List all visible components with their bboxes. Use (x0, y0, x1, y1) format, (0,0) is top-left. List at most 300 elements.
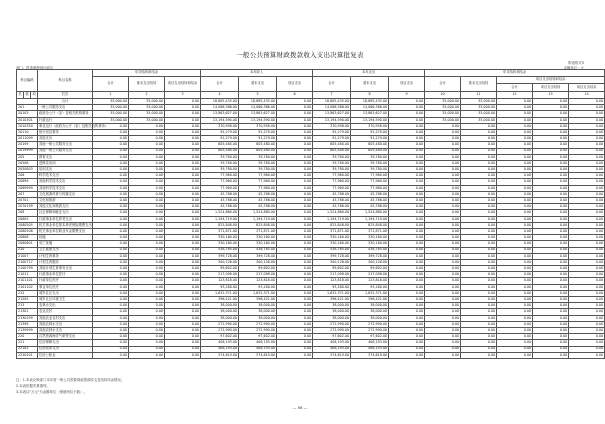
amount-cell: 91,279.00 (313, 129, 351, 135)
amount-cell: 38,000.00 (351, 309, 389, 315)
amount-cell: 438,785.00 (239, 247, 277, 253)
amount-cell: 14,066,386.00 (313, 105, 351, 111)
amount-cell: 39,780.00 (351, 160, 389, 166)
amount-cell: 0.00 (569, 340, 605, 346)
amount-cell: 0.00 (425, 315, 461, 321)
amount-cell: 0.00 (533, 284, 569, 290)
amount-cell: 0.00 (93, 334, 129, 340)
amount-cell: 0.00 (497, 210, 533, 216)
amount-cell: 0.00 (129, 185, 165, 191)
amount-cell: 0.00 (533, 154, 569, 160)
amount-cell: 0.00 (389, 154, 425, 160)
amount-cell: 0.00 (389, 247, 425, 253)
subject-name-cell: 行政事业单位医疗 (38, 272, 93, 278)
amount-cell: 0.00 (533, 315, 569, 321)
amount-cell: 0.00 (461, 290, 497, 296)
amount-cell: 825,848.00 (239, 222, 277, 228)
amount-cell: 0.00 (569, 321, 605, 327)
amount-cell: 0.00 (129, 346, 165, 352)
department-label: 部门：驻香港特别行政区 (16, 66, 54, 70)
amount-cell: 0.00 (93, 160, 129, 166)
amount-cell: 0.00 (277, 266, 313, 272)
subject-code-cell: 208 (17, 210, 38, 216)
amount-cell: 272,990.00 (351, 321, 389, 327)
amount-cell: 0.00 (277, 179, 313, 185)
subject-code-cell: 21301 (17, 309, 38, 315)
amount-cell: 1,194,719.00 (201, 216, 239, 222)
form-number: 附表格式5 (568, 61, 584, 65)
amount-cell: 35,000.00 (93, 111, 129, 117)
amount-cell: 77,960.00 (351, 179, 389, 185)
amount-cell: 0.00 (389, 173, 425, 179)
amount-cell: 0.00 (93, 179, 129, 185)
amount-cell: 0.00 (425, 191, 461, 197)
amount-cell: 0.00 (425, 148, 461, 154)
subject-code-cell: 2101102 (17, 284, 38, 290)
amount-cell: 408,193.00 (239, 346, 277, 352)
amount-cell: 0.00 (129, 321, 165, 327)
subject-code-cell: 210 (17, 247, 38, 253)
amount-cell: 38,000.00 (201, 315, 239, 321)
amount-cell: 408,193.00 (239, 340, 277, 346)
subject-code-cell: 21007 (17, 253, 38, 259)
subject-name-cell: 其他支出 (38, 136, 93, 142)
col-index: 10 (425, 92, 461, 99)
amount-cell: 0.00 (165, 297, 201, 303)
col-closing-total: 合计 (425, 77, 461, 92)
amount-cell: 77,960.00 (239, 173, 277, 179)
amount-cell: 300,126.00 (313, 259, 351, 265)
amount-cell: 39,780.00 (239, 160, 277, 166)
amount-cell: 0.00 (277, 105, 313, 111)
amount-cell: 805,480.00 (351, 148, 389, 154)
amount-cell: 1,632,371.00 (313, 290, 351, 296)
amount-cell: 0.00 (277, 111, 313, 117)
subject-code-cell: 20805 (17, 216, 38, 222)
amount-cell: 0.00 (165, 216, 201, 222)
amount-cell: 77,960.00 (351, 173, 389, 179)
amount-cell: 0.00 (425, 247, 461, 253)
amount-cell: 0.00 (277, 327, 313, 333)
subject-code-cell: 207 (17, 191, 38, 197)
amount-cell: 123,818.00 (201, 278, 239, 284)
amount-cell: 0.00 (497, 105, 533, 111)
amount-cell: 0.00 (93, 259, 129, 265)
amount-cell: 371,871.00 (351, 228, 389, 234)
subject-code-cell: 2011099 (17, 136, 38, 142)
amount-cell: 0.00 (389, 123, 425, 129)
amount-cell: 0.00 (93, 247, 129, 253)
amount-cell: 0.00 (389, 340, 425, 346)
col-subject-code: 科目编码 (17, 70, 38, 92)
col-index: 3 (165, 92, 201, 99)
amount-cell: 0.00 (389, 241, 425, 247)
amount-cell: 0.00 (461, 136, 497, 142)
subject-code-cell: 2100717 (17, 259, 38, 265)
amount-cell: 0.00 (569, 204, 605, 210)
amount-cell: 408,193.00 (313, 340, 351, 346)
amount-cell: 0.00 (497, 111, 533, 117)
amount-cell: 0.00 (461, 266, 497, 272)
amount-cell: 1,632,371.00 (351, 290, 389, 296)
amount-cell: 0.00 (497, 352, 533, 358)
amount-cell: 0.00 (389, 167, 425, 173)
header-row-1 (17, 70, 605, 77)
amount-cell: 0.00 (389, 160, 425, 166)
amount-cell: 93,280.00 (351, 284, 389, 290)
amount-cell: 217,098.00 (313, 272, 351, 278)
amount-cell: 0.00 (425, 222, 461, 228)
subject-name-cell: 其他一般公共服务支出 (38, 142, 93, 148)
amount-cell: 825,848.00 (201, 222, 239, 228)
amount-cell: 0.00 (569, 235, 605, 241)
amount-cell: 0.00 (425, 284, 461, 290)
amount-cell: 35,000.00 (461, 105, 497, 111)
amount-cell: 13,194,590.00 (239, 117, 277, 123)
amount-cell: 0.00 (425, 129, 461, 135)
subject-code-cell: 22102 (17, 346, 38, 352)
amount-cell: 0.00 (389, 297, 425, 303)
amount-cell: 0.00 (93, 241, 129, 247)
amount-cell: 0.00 (569, 167, 605, 173)
amount-cell: 0.00 (277, 160, 313, 166)
amount-cell: 0.00 (93, 340, 129, 346)
amount-cell: 123,818.00 (351, 278, 389, 284)
subject-name-cell: 农林水支出 (38, 303, 93, 309)
amount-cell: 408,193.00 (201, 340, 239, 346)
subject-name-cell: 文化和旅游 (38, 198, 93, 204)
amount-cell: 0.00 (129, 129, 165, 135)
amount-cell: 0.00 (533, 191, 569, 197)
amount-cell: 0.00 (461, 185, 497, 191)
amount-cell: 0.00 (389, 179, 425, 185)
subject-code-cell: 2050803 (17, 167, 38, 173)
amount-cell: 45,786.00 (313, 191, 351, 197)
amount-cell: 0.00 (277, 346, 313, 352)
col-index: 14 (569, 92, 605, 99)
amount-cell: 371,871.00 (313, 228, 351, 234)
amount-cell: 0.00 (165, 241, 201, 247)
amount-cell: 97,602.00 (201, 334, 239, 340)
amount-cell: 374,619.00 (239, 352, 277, 358)
amount-cell: 0.00 (497, 117, 533, 123)
amount-cell: 39,780.00 (313, 154, 351, 160)
amount-cell: 0.00 (277, 123, 313, 129)
col-index: 7 (313, 92, 351, 99)
amount-cell: 0.00 (277, 216, 313, 222)
total-cell: 18,865,435.00 (201, 99, 239, 105)
amount-cell: 0.00 (129, 210, 165, 216)
amount-cell: 0.00 (129, 142, 165, 148)
amount-cell: 45,786.00 (351, 204, 389, 210)
amount-cell: 0.00 (533, 160, 569, 166)
amount-cell: 35,000.00 (129, 111, 165, 117)
amount-cell: 0.00 (497, 216, 533, 222)
col-income: 本年收入 (201, 70, 313, 77)
amount-cell: 0.00 (569, 154, 605, 160)
amount-cell: 0.00 (93, 228, 129, 234)
amount-cell: 77,960.00 (201, 179, 239, 185)
amount-cell: 0.00 (93, 352, 129, 358)
amount-cell: 0.00 (277, 222, 313, 228)
subject-name-cell: 自然资源海洋气象等支出 (38, 334, 93, 340)
amount-cell: 77,960.00 (201, 185, 239, 191)
amount-cell: 0.00 (461, 247, 497, 253)
amount-cell: 0.00 (533, 111, 569, 117)
amount-cell: 123,818.00 (239, 278, 277, 284)
amount-cell: 0.00 (165, 278, 201, 284)
level-kuan: 款 (24, 92, 31, 99)
col-closing-project: 项目支出结转和结余 (497, 77, 605, 84)
amount-cell: 0.00 (165, 123, 201, 129)
amount-cell: 0.00 (461, 222, 497, 228)
amount-cell: 0.00 (497, 284, 533, 290)
amount-cell: 0.00 (461, 241, 497, 247)
amount-cell: 0.00 (569, 297, 605, 303)
amount-cell: 805,480.00 (239, 148, 277, 154)
amount-cell: 0.00 (533, 148, 569, 154)
subject-code-cell: 20508 (17, 160, 38, 166)
amount-cell: 0.00 (129, 253, 165, 259)
amount-cell: 0.00 (569, 290, 605, 296)
amount-cell: 0.00 (533, 117, 569, 123)
amount-cell: 0.00 (569, 216, 605, 222)
amount-cell: 0.00 (425, 185, 461, 191)
amount-cell: 0.00 (569, 253, 605, 259)
amount-cell: 330,160.00 (239, 241, 277, 247)
amount-cell: 0.00 (93, 216, 129, 222)
amount-cell: 0.00 (165, 228, 201, 234)
amount-cell: 272,990.00 (239, 327, 277, 333)
amount-cell: 38,000.00 (313, 309, 351, 315)
total-cell: 0.00 (497, 99, 533, 105)
amount-cell: 0.00 (569, 198, 605, 204)
subject-name-cell: 教育支出 (38, 154, 93, 160)
amount-cell: 374,619.00 (313, 352, 351, 358)
amount-cell: 0.00 (569, 191, 605, 197)
col-index: 4 (201, 92, 239, 99)
subject-name-cell: 农业农村 (38, 309, 93, 315)
amount-cell: 0.00 (569, 309, 605, 315)
amount-cell: 38,000.00 (313, 303, 351, 309)
col-exp-total: 合计 (313, 77, 351, 92)
amount-cell: 0.00 (461, 216, 497, 222)
subject-code-cell: 2080505 (17, 222, 38, 228)
amount-cell: 0.00 (569, 278, 605, 284)
amount-cell: 0.00 (389, 105, 425, 111)
amount-cell: 0.00 (533, 334, 569, 340)
footnote-1: 注：1.本表反映部门本年度一般公共预算财政拨款收支及结转结余情况。 (16, 378, 125, 382)
subject-name-cell: 社会保障和就业支出 (38, 210, 93, 216)
amount-cell: 0.00 (533, 105, 569, 111)
amount-cell: 371,871.00 (239, 228, 277, 234)
amount-cell: 0.00 (533, 266, 569, 272)
amount-cell: 0.00 (165, 148, 201, 154)
amount-cell: 0.00 (165, 117, 201, 123)
amount-cell: 0.00 (533, 321, 569, 327)
amount-cell: 0.00 (277, 154, 313, 160)
amount-cell: 0.00 (165, 259, 201, 265)
amount-cell: 0.00 (461, 129, 497, 135)
total-cell: 0.00 (533, 99, 569, 105)
amount-cell: 35,000.00 (93, 105, 129, 111)
amount-cell: 0.00 (165, 284, 201, 290)
amount-cell: 0.00 (93, 198, 129, 204)
amount-cell: 0.00 (277, 259, 313, 265)
amount-cell: 0.00 (277, 284, 313, 290)
amount-cell: 13,863,627.00 (201, 111, 239, 117)
amount-cell: 0.00 (277, 228, 313, 234)
amount-cell: 0.00 (165, 321, 201, 327)
amount-cell: 0.00 (165, 173, 201, 179)
amount-cell: 14,066,386.00 (239, 105, 277, 111)
amount-cell: 0.00 (93, 272, 129, 278)
amount-cell: 14,066,386.00 (351, 105, 389, 111)
amount-cell: 45,786.00 (239, 204, 277, 210)
subject-code-cell: 220 (17, 334, 38, 340)
amount-cell: 371,871.00 (201, 228, 239, 234)
amount-cell: 0.00 (93, 154, 129, 160)
amount-cell: 0.00 (497, 303, 533, 309)
amount-cell: 91,279.00 (239, 136, 277, 142)
amount-cell: 39,780.00 (239, 154, 277, 160)
amount-cell: 0.00 (461, 210, 497, 216)
amount-cell: 0.00 (277, 173, 313, 179)
amount-cell: 0.00 (389, 111, 425, 117)
amount-cell: 0.00 (461, 123, 497, 129)
level-row (17, 92, 605, 99)
amount-cell: 35,000.00 (461, 111, 497, 117)
subject-name-cell: 行政事业单位养老支出 (38, 216, 93, 222)
amount-cell: 272,990.00 (201, 321, 239, 327)
amount-cell: 45,786.00 (201, 198, 239, 204)
amount-cell: 0.00 (497, 173, 533, 179)
subject-code-cell: 2070199 (17, 204, 38, 210)
amount-cell: 0.00 (389, 309, 425, 315)
amount-cell: 38,000.00 (351, 315, 389, 321)
amount-cell: 0.00 (425, 327, 461, 333)
amount-cell: 0.00 (129, 266, 165, 272)
header-row-2 (17, 77, 605, 84)
subject-name-cell: 事业单位医疗 (38, 284, 93, 290)
subject-code-cell: 20701 (17, 198, 38, 204)
amount-cell: 0.00 (389, 235, 425, 241)
amount-cell: 0.00 (277, 204, 313, 210)
amount-cell: 45,786.00 (351, 198, 389, 204)
subject-name-cell: 城乡社区支出 (38, 290, 93, 296)
amount-cell: 91,279.00 (351, 136, 389, 142)
subject-name-cell: 卫生健康支出 (38, 247, 93, 253)
amount-cell: 0.00 (425, 290, 461, 296)
amount-cell: 0.00 (569, 352, 605, 358)
amount-cell: 0.00 (425, 266, 461, 272)
amount-cell: 93,280.00 (239, 284, 277, 290)
amount-cell: 0.00 (497, 253, 533, 259)
footnotes (16, 377, 124, 395)
amount-cell: 0.00 (461, 315, 497, 321)
amount-cell: 330,160.00 (201, 241, 239, 247)
col-exp-project: 项目支出 (389, 77, 425, 92)
amount-cell: 0.00 (93, 253, 129, 259)
amount-cell: 438,785.00 (201, 247, 239, 253)
amount-cell: 38,000.00 (239, 309, 277, 315)
subject-code-cell: 2100799 (17, 266, 38, 272)
amount-cell: 0.00 (165, 352, 201, 358)
amount-cell: 0.00 (497, 290, 533, 296)
amount-cell: 35,000.00 (461, 117, 497, 123)
amount-cell: 330,160.00 (313, 235, 351, 241)
amount-cell: 0.00 (533, 346, 569, 352)
amount-cell: 0.00 (165, 272, 201, 278)
amount-cell: 438,785.00 (313, 247, 351, 253)
amount-cell: 0.00 (533, 167, 569, 173)
amount-cell: 0.00 (533, 247, 569, 253)
amount-cell: 99,602.00 (313, 266, 351, 272)
amount-cell: 14,066,386.00 (201, 105, 239, 111)
amount-cell: 0.00 (129, 198, 165, 204)
subject-code-cell: 2139999 (17, 327, 38, 333)
amount-cell: 0.00 (497, 247, 533, 253)
amount-cell: 0.00 (277, 315, 313, 321)
amount-cell: 0.00 (389, 290, 425, 296)
amount-cell: 0.00 (277, 185, 313, 191)
amount-cell: 217,098.00 (239, 272, 277, 278)
amount-cell: 0.00 (389, 210, 425, 216)
amount-cell: 0.00 (129, 148, 165, 154)
amount-cell: 77,960.00 (351, 185, 389, 191)
amount-cell: 0.00 (165, 129, 201, 135)
amount-cell: 0.00 (533, 241, 569, 247)
amount-cell: 0.00 (165, 303, 201, 309)
amount-cell: 13,863,627.00 (351, 111, 389, 117)
total-label: 合计 (38, 99, 93, 105)
amount-cell: 0.00 (569, 259, 605, 265)
amount-cell: 0.00 (461, 173, 497, 179)
amount-cell: 0.00 (461, 253, 497, 259)
amount-cell: 300,126.00 (201, 259, 239, 265)
budget-table (16, 69, 605, 359)
col-index: 5 (239, 92, 277, 99)
amount-cell: 13,863,627.00 (239, 111, 277, 117)
col-opening-basic: 基本支出结转 (129, 77, 165, 92)
amount-cell: 408,193.00 (313, 346, 351, 352)
amount-cell: 35,000.00 (93, 117, 129, 123)
amount-cell: 0.00 (129, 191, 165, 197)
amount-cell: 0.00 (165, 340, 201, 346)
subject-code-cell: 205 (17, 154, 38, 160)
amount-cell: 0.00 (93, 222, 129, 228)
subject-name-cell: 其他科学技术支出 (38, 185, 93, 191)
amount-cell: 408,193.00 (201, 346, 239, 352)
amount-cell: 0.00 (425, 334, 461, 340)
amount-cell: 0.00 (497, 136, 533, 142)
amount-cell: 0.00 (93, 303, 129, 309)
amount-cell: 0.00 (425, 167, 461, 173)
amount-cell: 99,602.00 (239, 266, 277, 272)
amount-cell: 0.00 (533, 303, 569, 309)
subject-name-cell: 行政单位医疗 (38, 278, 93, 284)
amount-cell: 0.00 (497, 235, 533, 241)
amount-cell: 0.00 (569, 266, 605, 272)
amount-cell: 0.00 (461, 321, 497, 327)
amount-cell: 805,480.00 (351, 142, 389, 148)
amount-cell: 35,000.00 (425, 105, 461, 111)
col-index: 12 (497, 92, 533, 99)
level-xiang: 项 (31, 92, 38, 99)
amount-cell: 0.00 (497, 297, 533, 303)
amount-cell: 0.00 (277, 129, 313, 135)
subject-name-cell: 行政运行 (38, 117, 93, 123)
